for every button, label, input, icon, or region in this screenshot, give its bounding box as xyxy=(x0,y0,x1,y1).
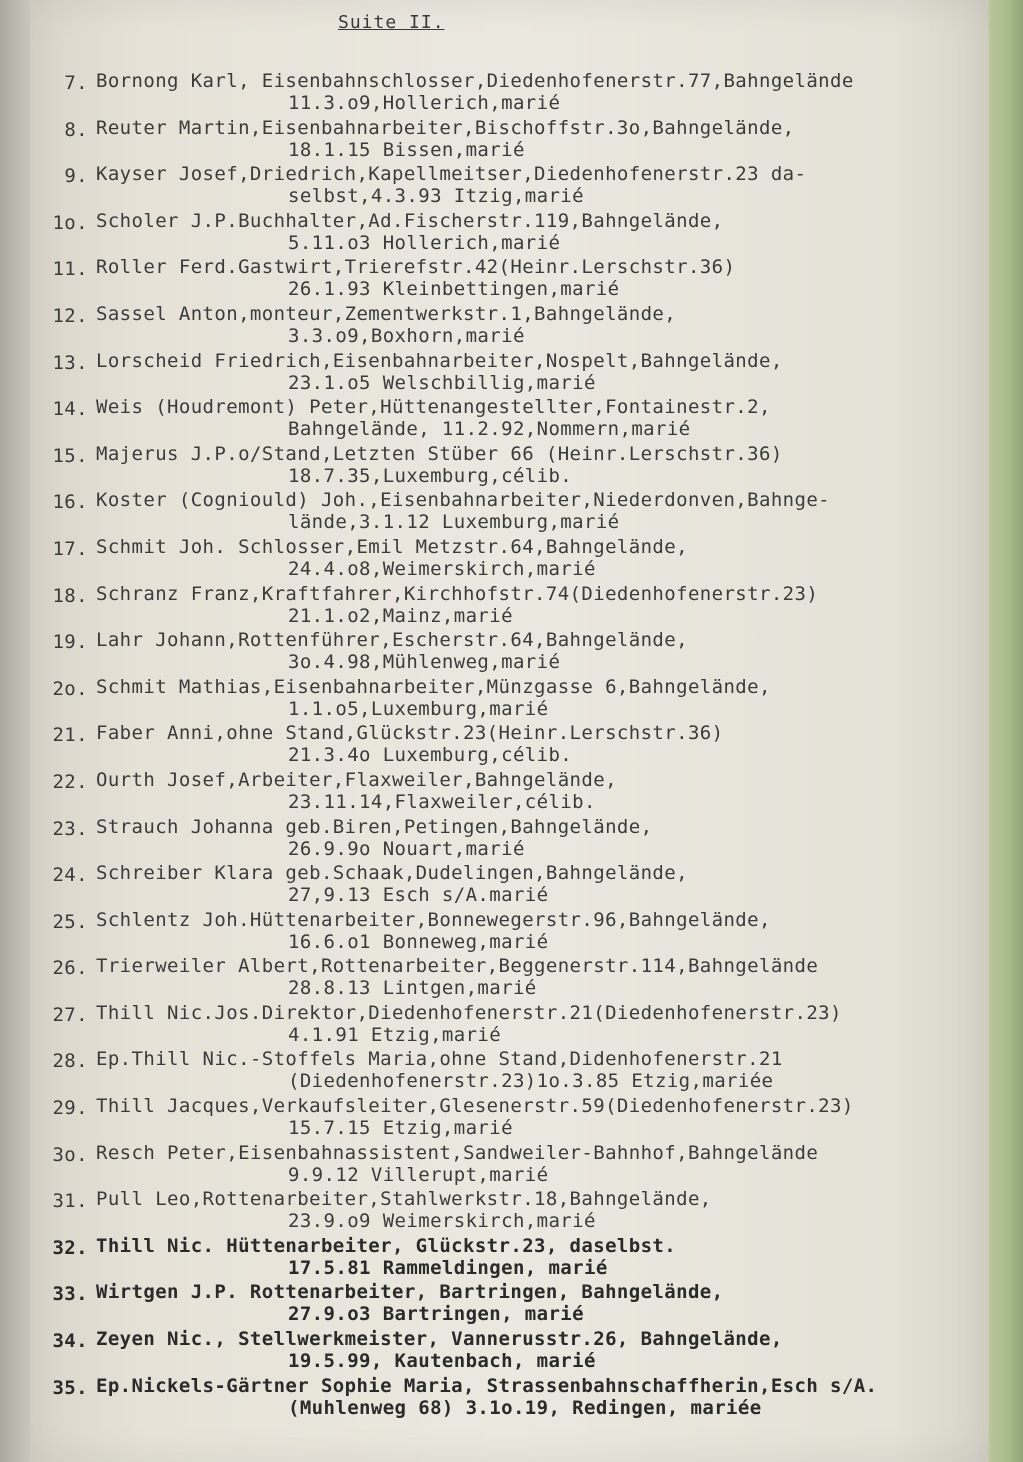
entry-number: 16. xyxy=(52,491,88,514)
entry-line-2: 16.6.o1 Bonneweg,marié xyxy=(288,930,549,953)
list-item xyxy=(40,953,980,1000)
entry-line-1: Lahr Johann,Rottenführer,Escherstr.64,Bahngelände, xyxy=(96,629,688,652)
entry-line-2: 19.5.99, Kautenbach, marié xyxy=(288,1350,596,1373)
entry-line-2: 15.7.15 Etzig,marié xyxy=(288,1117,513,1140)
entry-line-2: 9.9.12 Villerupt,marié xyxy=(288,1163,549,1186)
entry-line-2: 17.5.81 Rammeldingen, marié xyxy=(288,1256,608,1279)
list-item xyxy=(40,301,980,348)
list-item xyxy=(40,860,980,907)
binding-edge xyxy=(0,0,30,1462)
list-item xyxy=(40,1186,980,1233)
entry-line-1: Ourth Josef,Arbeiter,Flaxweiler,Bahngelände, xyxy=(96,768,617,791)
entry-number: 3o. xyxy=(52,1143,88,1166)
entry-line-2: 27.9.o3 Bartringen, marié xyxy=(288,1303,584,1326)
list-item xyxy=(40,161,980,208)
list-item xyxy=(40,68,980,115)
entry-number: 21. xyxy=(52,724,88,747)
entry-line-1: Scholer J.P.Buchhalter,Ad.Fischerstr.119,Bahngelände, xyxy=(96,209,724,232)
entry-line-1: Strauch Johanna geb.Biren,Petingen,Bahngelände, xyxy=(96,815,653,838)
entry-line-1: Schmit Mathias,Eisenbahnarbeiter,Münzgasse 6,Bahngelände, xyxy=(96,675,771,698)
entry-number: 19. xyxy=(52,631,88,654)
entry-line-2: (Muhlenweg 68) 3.1o.19, Redingen, mariée xyxy=(288,1396,762,1419)
entry-line-2: 23.11.14,Flaxweiler,célib. xyxy=(288,790,596,813)
entry-line-1: Thill Nic.Jos.Direktor,Diedenhofenerstr.21(Diedenhofenerstr.23) xyxy=(96,1001,842,1024)
entry-line-2: 11.3.o9,Hollerich,marié xyxy=(288,92,561,114)
entry-number: 25. xyxy=(52,910,88,933)
entry-line-1: Thill Nic. Hüttenarbeiter, Glückstr.23, daselbst. xyxy=(96,1234,677,1257)
folder-edge xyxy=(989,0,1023,1462)
list-item xyxy=(40,767,980,814)
list-item xyxy=(40,907,980,954)
list-item xyxy=(40,348,980,395)
entry-line-1: Wirtgen J.P. Rottenarbeiter, Bartringen, Bahngelände, xyxy=(96,1281,724,1304)
entry-line-2: Bahngelände, 11.2.92,Nommern,marié xyxy=(288,418,691,441)
list-item xyxy=(40,208,980,255)
entry-line-1: Majerus J.P.o/Stand,Letzten Stüber 66 (Heinr.Lerschstr.36) xyxy=(96,442,783,465)
list-item xyxy=(40,487,980,534)
list-item xyxy=(40,441,980,488)
entry-line-2: 3o.4.98,Mühlenweg,marié xyxy=(288,651,561,674)
list-item xyxy=(40,581,980,628)
entry-line-2: 27,9.13 Esch s/A.marié xyxy=(288,884,549,907)
entry-number: 33. xyxy=(52,1283,88,1306)
entry-number: 28. xyxy=(52,1050,88,1073)
entry-line-1: Reuter Martin,Eisenbahnarbeiter,Bischoffstr.3o,Bahngelände, xyxy=(96,116,795,139)
entry-line-2: 24.4.o8,Weimerskirch,marié xyxy=(288,557,596,580)
entry-line-1: Roller Ferd.Gastwirt,Trierefstr.42(Heinr.Lerschstr.36) xyxy=(96,256,736,279)
entry-line-2: 3.3.o9,Boxhorn,marié xyxy=(288,324,525,347)
entry-line-2: 21.1.o2,Mainz,marié xyxy=(288,604,513,627)
entry-line-1: Faber Anni,ohne Stand,Glückstr.23(Heinr.Lerschstr.36) xyxy=(96,722,724,745)
entry-line-1: Koster (Cogniould) Joh.,Eisenbahnarbeiter,Niederdonven,Bahnge- xyxy=(96,489,831,512)
entry-number: 7. xyxy=(64,72,88,94)
entry-number: 15. xyxy=(52,444,88,467)
entry-line-2: 26.1.93 Kleinbettingen,marié xyxy=(288,278,620,301)
entry-number: 26. xyxy=(52,957,88,980)
list-item xyxy=(40,627,980,674)
entry-number: 23. xyxy=(52,817,88,840)
entry-line-1: Thill Jacques,Verkaufsleiter,Glesenerstr.59(Diedenhofenerstr.23) xyxy=(96,1095,854,1118)
entry-line-2: 28.8.13 Lintgen,marié xyxy=(288,977,537,1000)
entry-line-1: Ep.Thill Nic.-Stoffels Maria,ohne Stand,Didenhofenerstr.21 xyxy=(96,1048,783,1071)
list-item xyxy=(40,1046,980,1093)
list-item xyxy=(40,394,980,441)
entry-line-2: (Diedenhofenerstr.23)1o.3.85 Etzig,mariée xyxy=(288,1070,774,1093)
entry-number: 8. xyxy=(64,118,88,141)
entry-line-2: 4.1.91 Etzig,marié xyxy=(288,1023,502,1046)
entry-number: 13. xyxy=(52,351,88,374)
entry-line-2: 18.7.35,Luxemburg,célib. xyxy=(288,464,573,487)
entry-line-2: 1.1.o5,Luxemburg,marié xyxy=(288,697,549,720)
entry-line-1: Schlentz Joh.Hüttenarbeiter,Bonnewegerstr.96,Bahngelände, xyxy=(96,908,771,931)
entry-list xyxy=(40,68,980,1419)
entry-number: 18. xyxy=(52,584,88,607)
list-item xyxy=(40,534,980,581)
list-item xyxy=(40,115,980,162)
entry-number: 22. xyxy=(52,770,88,793)
list-item xyxy=(40,1000,980,1047)
entry-number: 17. xyxy=(52,537,88,560)
entry-line-1: Sassel Anton,monteur,Zementwerkstr.1,Bahngelände, xyxy=(96,302,677,325)
entry-number: 2o. xyxy=(52,677,88,700)
entry-line-1: Bornong Karl, Eisenbahnschlosser,Diedenhofenerstr.77,Bahngelände xyxy=(96,70,854,92)
entry-line-1: Resch Peter,Eisenbahnassistent,Sandweiler-Bahnhof,Bahngelände xyxy=(96,1141,819,1164)
entry-number: 34. xyxy=(52,1330,88,1353)
entry-line-1: Schreiber Klara geb.Schaak,Dudelingen,Bahngelände, xyxy=(96,862,688,885)
entry-line-1: Ep.Nickels-Gärtner Sophie Maria, Strassenbahnschaffherin,Esch s/A. xyxy=(96,1374,878,1397)
entry-number: 29. xyxy=(52,1097,88,1120)
list-item xyxy=(40,1326,980,1373)
entry-number: 31. xyxy=(52,1190,88,1213)
entry-number: 32. xyxy=(52,1236,88,1259)
entry-line-2: 5.11.o3 Hollerich,marié xyxy=(288,231,561,254)
list-item xyxy=(40,1093,980,1140)
entry-line-1: Schmit Joh. Schlosser,Emil Metzstr.64,Bahngelände, xyxy=(96,535,688,558)
entry-number: 24. xyxy=(52,864,88,887)
entry-line-1: Trierweiler Albert,Rottenarbeiter,Beggenerstr.114,Bahngelände xyxy=(96,955,819,978)
entry-line-1: Lorscheid Friedrich,Eisenbahnarbeiter,Nospelt,Bahngelände, xyxy=(96,349,783,372)
entry-number: 12. xyxy=(52,304,88,327)
list-item xyxy=(40,814,980,861)
entry-number: 1o. xyxy=(52,211,88,234)
entry-line-2: 21.3.4o Luxemburg,célib. xyxy=(288,744,573,767)
entry-number: 35. xyxy=(52,1376,88,1399)
entry-line-1: Kayser Josef,Driedrich,Kapellmeitser,Diedenhofenerstr.23 da- xyxy=(96,163,807,186)
entry-line-1: Schranz Franz,Kraftfahrer,Kirchhofstr.74(Diedenhofenerstr.23) xyxy=(96,582,819,605)
list-item xyxy=(40,1140,980,1187)
entry-line-1: Pull Leo,Rottenarbeiter,Stahlwerkstr.18,Bahngelände, xyxy=(96,1188,712,1211)
list-item xyxy=(40,1373,980,1420)
entry-line-2: selbst,4.3.93 Itzig,marié xyxy=(288,185,584,208)
entry-line-2: 26.9.9o Nouart,marié xyxy=(288,837,525,860)
page-title: Suite II. xyxy=(338,12,445,33)
entry-line-2: lände,3.1.12 Luxemburg,marié xyxy=(288,511,620,534)
list-item xyxy=(40,674,980,721)
entry-line-1: Weis (Houdremont) Peter,Hüttenangestellter,Fontainestr.2, xyxy=(96,396,771,419)
entry-number: 27. xyxy=(52,1003,88,1026)
entry-line-2: 23.9.o9 Weimerskirch,marié xyxy=(288,1210,596,1233)
entry-number: 11. xyxy=(52,258,88,281)
list-item xyxy=(40,254,980,301)
entry-line-1: Zeyen Nic., Stellwerkmeister, Vannerusstr.26, Bahngelände, xyxy=(96,1328,783,1351)
entry-line-2: 18.1.15 Bissen,marié xyxy=(288,138,525,161)
entry-line-2: 23.1.o5 Welschbillig,marié xyxy=(288,371,596,394)
list-item xyxy=(40,1233,980,1280)
entry-number: 14. xyxy=(52,398,88,421)
list-item xyxy=(40,720,980,767)
list-item xyxy=(40,1279,980,1326)
entry-number: 9. xyxy=(64,165,88,188)
